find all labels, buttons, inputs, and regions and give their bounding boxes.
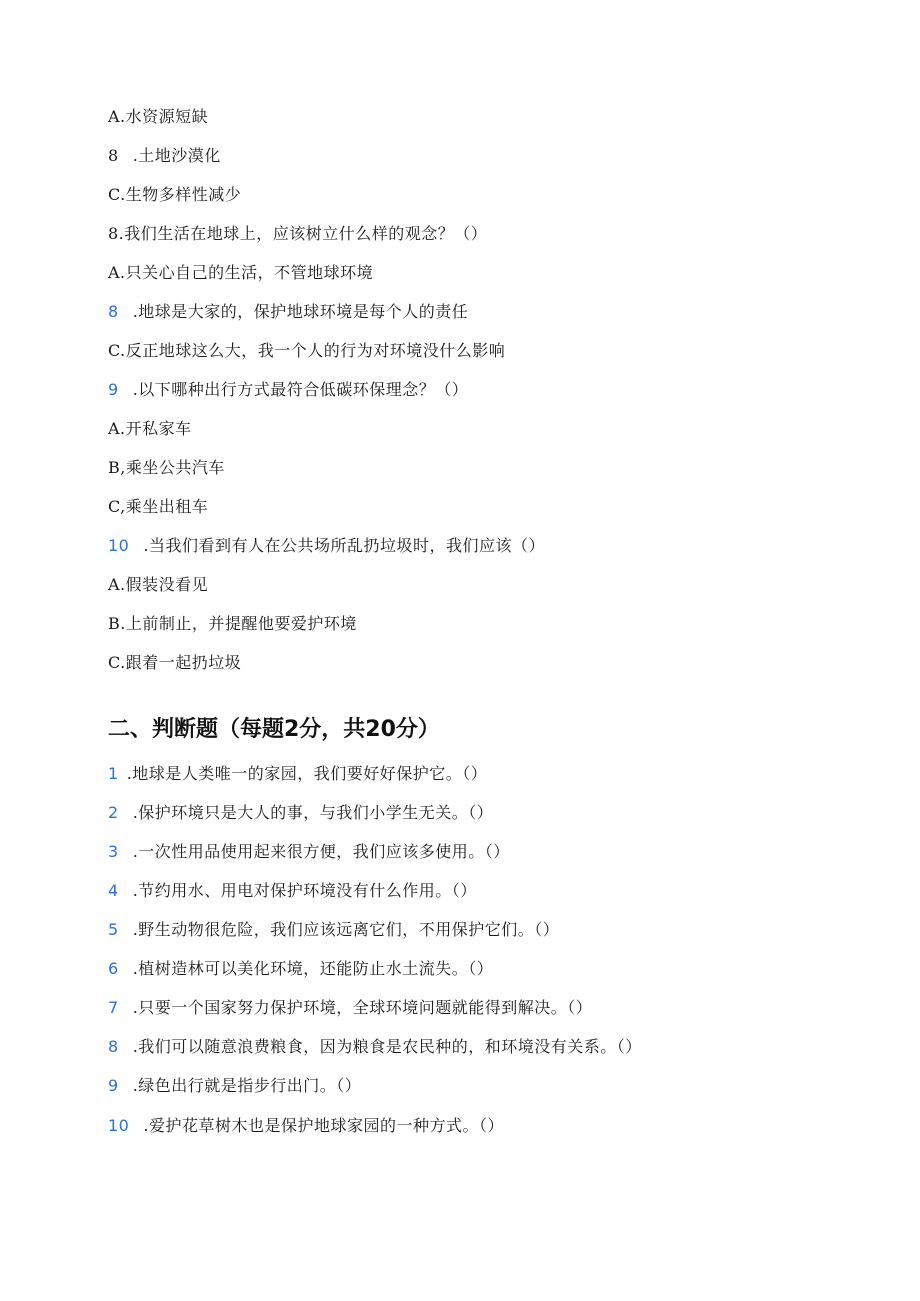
judge-question	[108, 1037, 642, 1057]
item-number: 4	[108, 881, 119, 900]
judge-question	[108, 1076, 361, 1096]
question-line	[108, 536, 545, 556]
item-number: 9	[108, 380, 119, 399]
option-line	[108, 419, 192, 439]
option-line	[108, 146, 221, 166]
item-text: C,乘坐出租车	[108, 497, 209, 516]
judge-question	[108, 1116, 504, 1136]
item-text: .保护环境只是大人的事，与我们小学生无关。（）	[132, 803, 494, 822]
judge-question	[108, 998, 592, 1018]
option-line	[108, 263, 373, 283]
option-line	[108, 302, 468, 322]
question-line	[108, 380, 468, 400]
judge-question	[108, 881, 477, 901]
item-text: .地球是大家的，保护地球环境是每个人的责任	[132, 302, 469, 321]
item-number: 1	[108, 764, 119, 783]
item-text: C.生物多样性减少	[108, 185, 242, 204]
option-line	[108, 614, 357, 634]
item-number: 3	[108, 842, 119, 861]
item-text: 8.我们生活在地球上，应该树立什么样的观念？（）	[108, 224, 488, 243]
item-number: 6	[108, 959, 119, 978]
judge-question	[108, 842, 510, 862]
item-number: 10	[108, 1116, 130, 1135]
item-text: A.水资源短缺	[108, 107, 209, 126]
item-number: 8	[108, 146, 119, 165]
option-line	[108, 341, 505, 361]
judge-question	[108, 959, 493, 979]
item-number: 8	[108, 302, 119, 321]
item-text: A.开私家车	[108, 419, 192, 438]
item-number: 7	[108, 998, 119, 1017]
option-line	[108, 575, 208, 595]
section-heading: 二、判断题（每题2分，共20分）	[108, 717, 440, 742]
item-text: .植树造林可以美化环境，还能防止水土流失。（）	[132, 959, 494, 978]
item-text: .只要一个国家努力保护环境，全球环境问题就能得到解决。（）	[132, 998, 593, 1017]
item-text: .当我们看到有人在公共场所乱扔垃圾时，我们应该（）	[143, 536, 545, 555]
item-text: .绿色出行就是指步行出门。（）	[132, 1076, 362, 1095]
item-text: A.只关心自己的生活，不管地球环境	[108, 263, 374, 282]
item-number: 8	[108, 1037, 119, 1056]
judge-question	[108, 803, 493, 823]
item-number: 10	[108, 536, 130, 555]
item-text: .土地沙漠化	[132, 146, 221, 165]
item-text: .地球是人类唯一的家园，我们要好好保护它。（）	[126, 764, 488, 783]
item-text: A.假装没看见	[108, 575, 209, 594]
option-line	[108, 497, 208, 517]
item-text: .节约用水、用电对保护环境没有什么作用。（）	[132, 881, 477, 900]
item-text: .一次性用品使用起来很方便，我们应该多使用。（）	[132, 842, 510, 861]
item-number: 9	[108, 1076, 119, 1095]
item-number: 2	[108, 803, 119, 822]
item-number: 5	[108, 920, 119, 939]
option-line	[108, 653, 241, 673]
judge-question	[108, 920, 559, 940]
item-text: C.跟着一起扔垃圾	[108, 653, 242, 672]
item-text: .以下哪种出行方式最符合低碳环保理念？（）	[132, 380, 469, 399]
option-line	[108, 458, 225, 478]
item-text: .爱护花草树木也是保护地球家园的一种方式。（）	[143, 1116, 504, 1135]
item-text: B.上前制止，并提醒他要爱护环境	[108, 614, 357, 633]
item-text: .野生动物很危险，我们应该远离它们，不用保护它们。（）	[132, 920, 560, 939]
option-line	[108, 185, 241, 205]
item-text: B,乘坐公共汽车	[108, 458, 225, 477]
option-line	[108, 107, 208, 127]
judge-question	[108, 764, 487, 784]
item-text: C.反正地球这么大，我一个人的行为对环境没什么影响	[108, 341, 506, 360]
question-line	[108, 224, 487, 244]
item-text: .我们可以随意浪费粮食，因为粮食是农民种的，和环境没有关系。（）	[132, 1037, 642, 1056]
